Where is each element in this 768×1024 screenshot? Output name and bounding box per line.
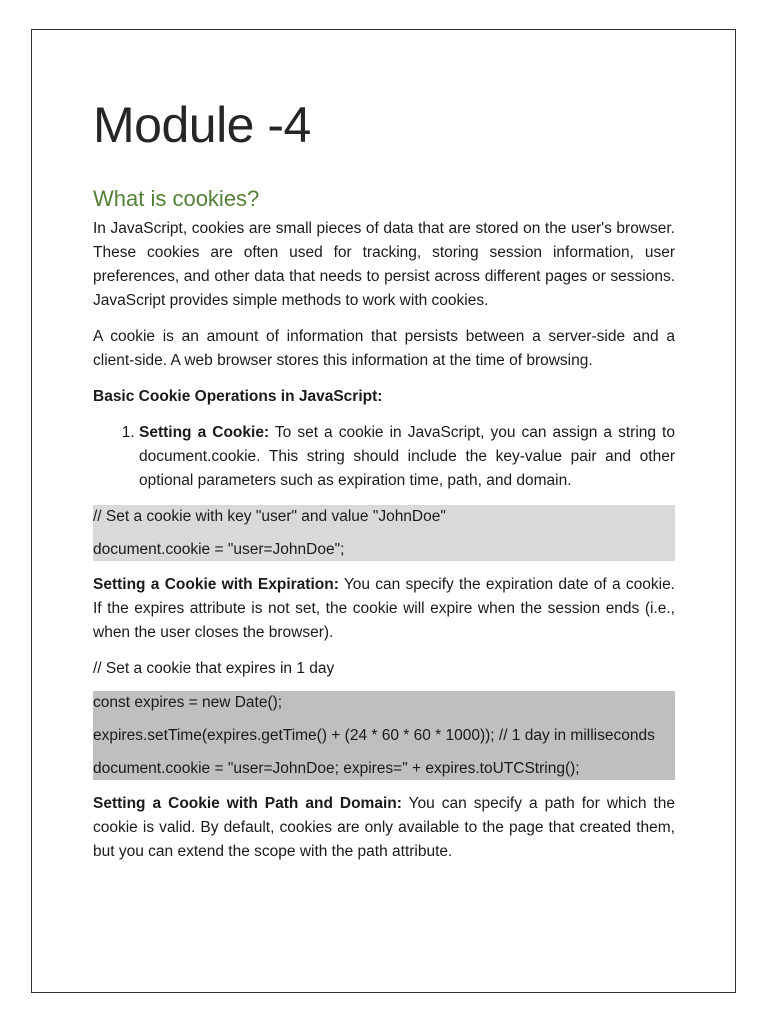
path-domain-label: Setting a Cookie with Path and Domain:	[93, 795, 402, 812]
section-heading-cookies: What is cookies?	[93, 186, 260, 211]
list-item-setting-cookie	[139, 421, 675, 493]
code-block-basic	[93, 505, 675, 561]
list-item-text: To set a cookie in JavaScript, you can assign a string to document.cookie. This string should include the key-value pair and other optional parameters such as expiration time, path, and domain.	[139, 424, 675, 489]
code-block-expiration	[93, 691, 675, 780]
definition-paragraph: A cookie is an amount of information that persists between a server-side and a client-side. A web browser stores this information at the time of browsing.	[93, 328, 675, 369]
document-body	[93, 95, 675, 876]
intro-paragraph: In JavaScript, cookies are small pieces of data that are stored on the user's browser. These cookies are often used for tracking, storing session information, user preferences, and other data that needs to persist across different pages or sessions. JavaScript provides simple methods to work with cookies.	[93, 220, 675, 309]
expiration-paragraph	[93, 573, 675, 645]
expiration-comment: // Set a cookie that expires in 1 day	[93, 660, 335, 677]
operations-list	[93, 421, 675, 493]
code-line: document.cookie = "user=JohnDoe";	[93, 541, 345, 558]
code-line: document.cookie = "user=JohnDoe; expires=" + expires.toUTCString();	[93, 760, 580, 777]
code-line: // Set a cookie with key "user" and value "JohnDoe"	[93, 508, 446, 525]
code-line: expires.setTime(expires.getTime() + (24 * 60 * 60 * 1000)); // 1 day in milliseconds	[93, 727, 655, 744]
path-domain-paragraph	[93, 792, 675, 864]
code-line: const expires = new Date();	[93, 694, 283, 711]
expiration-text: You can specify the expiration date of a cookie. If the expires attribute is not set, the cookie will expire when the session ends (i.e., when the user closes the browser).	[93, 576, 675, 641]
expiration-label: Setting a Cookie with Expiration:	[93, 576, 339, 593]
operations-heading: Basic Cookie Operations in JavaScript:	[93, 388, 383, 405]
document-title: Module -4	[93, 97, 311, 153]
list-item-label: Setting a Cookie:	[139, 424, 270, 441]
path-domain-text: You can specify a path for which the cookie is valid. By default, cookies are only available to the page that created them, but you can extend the scope with the path attribute.	[93, 795, 675, 860]
